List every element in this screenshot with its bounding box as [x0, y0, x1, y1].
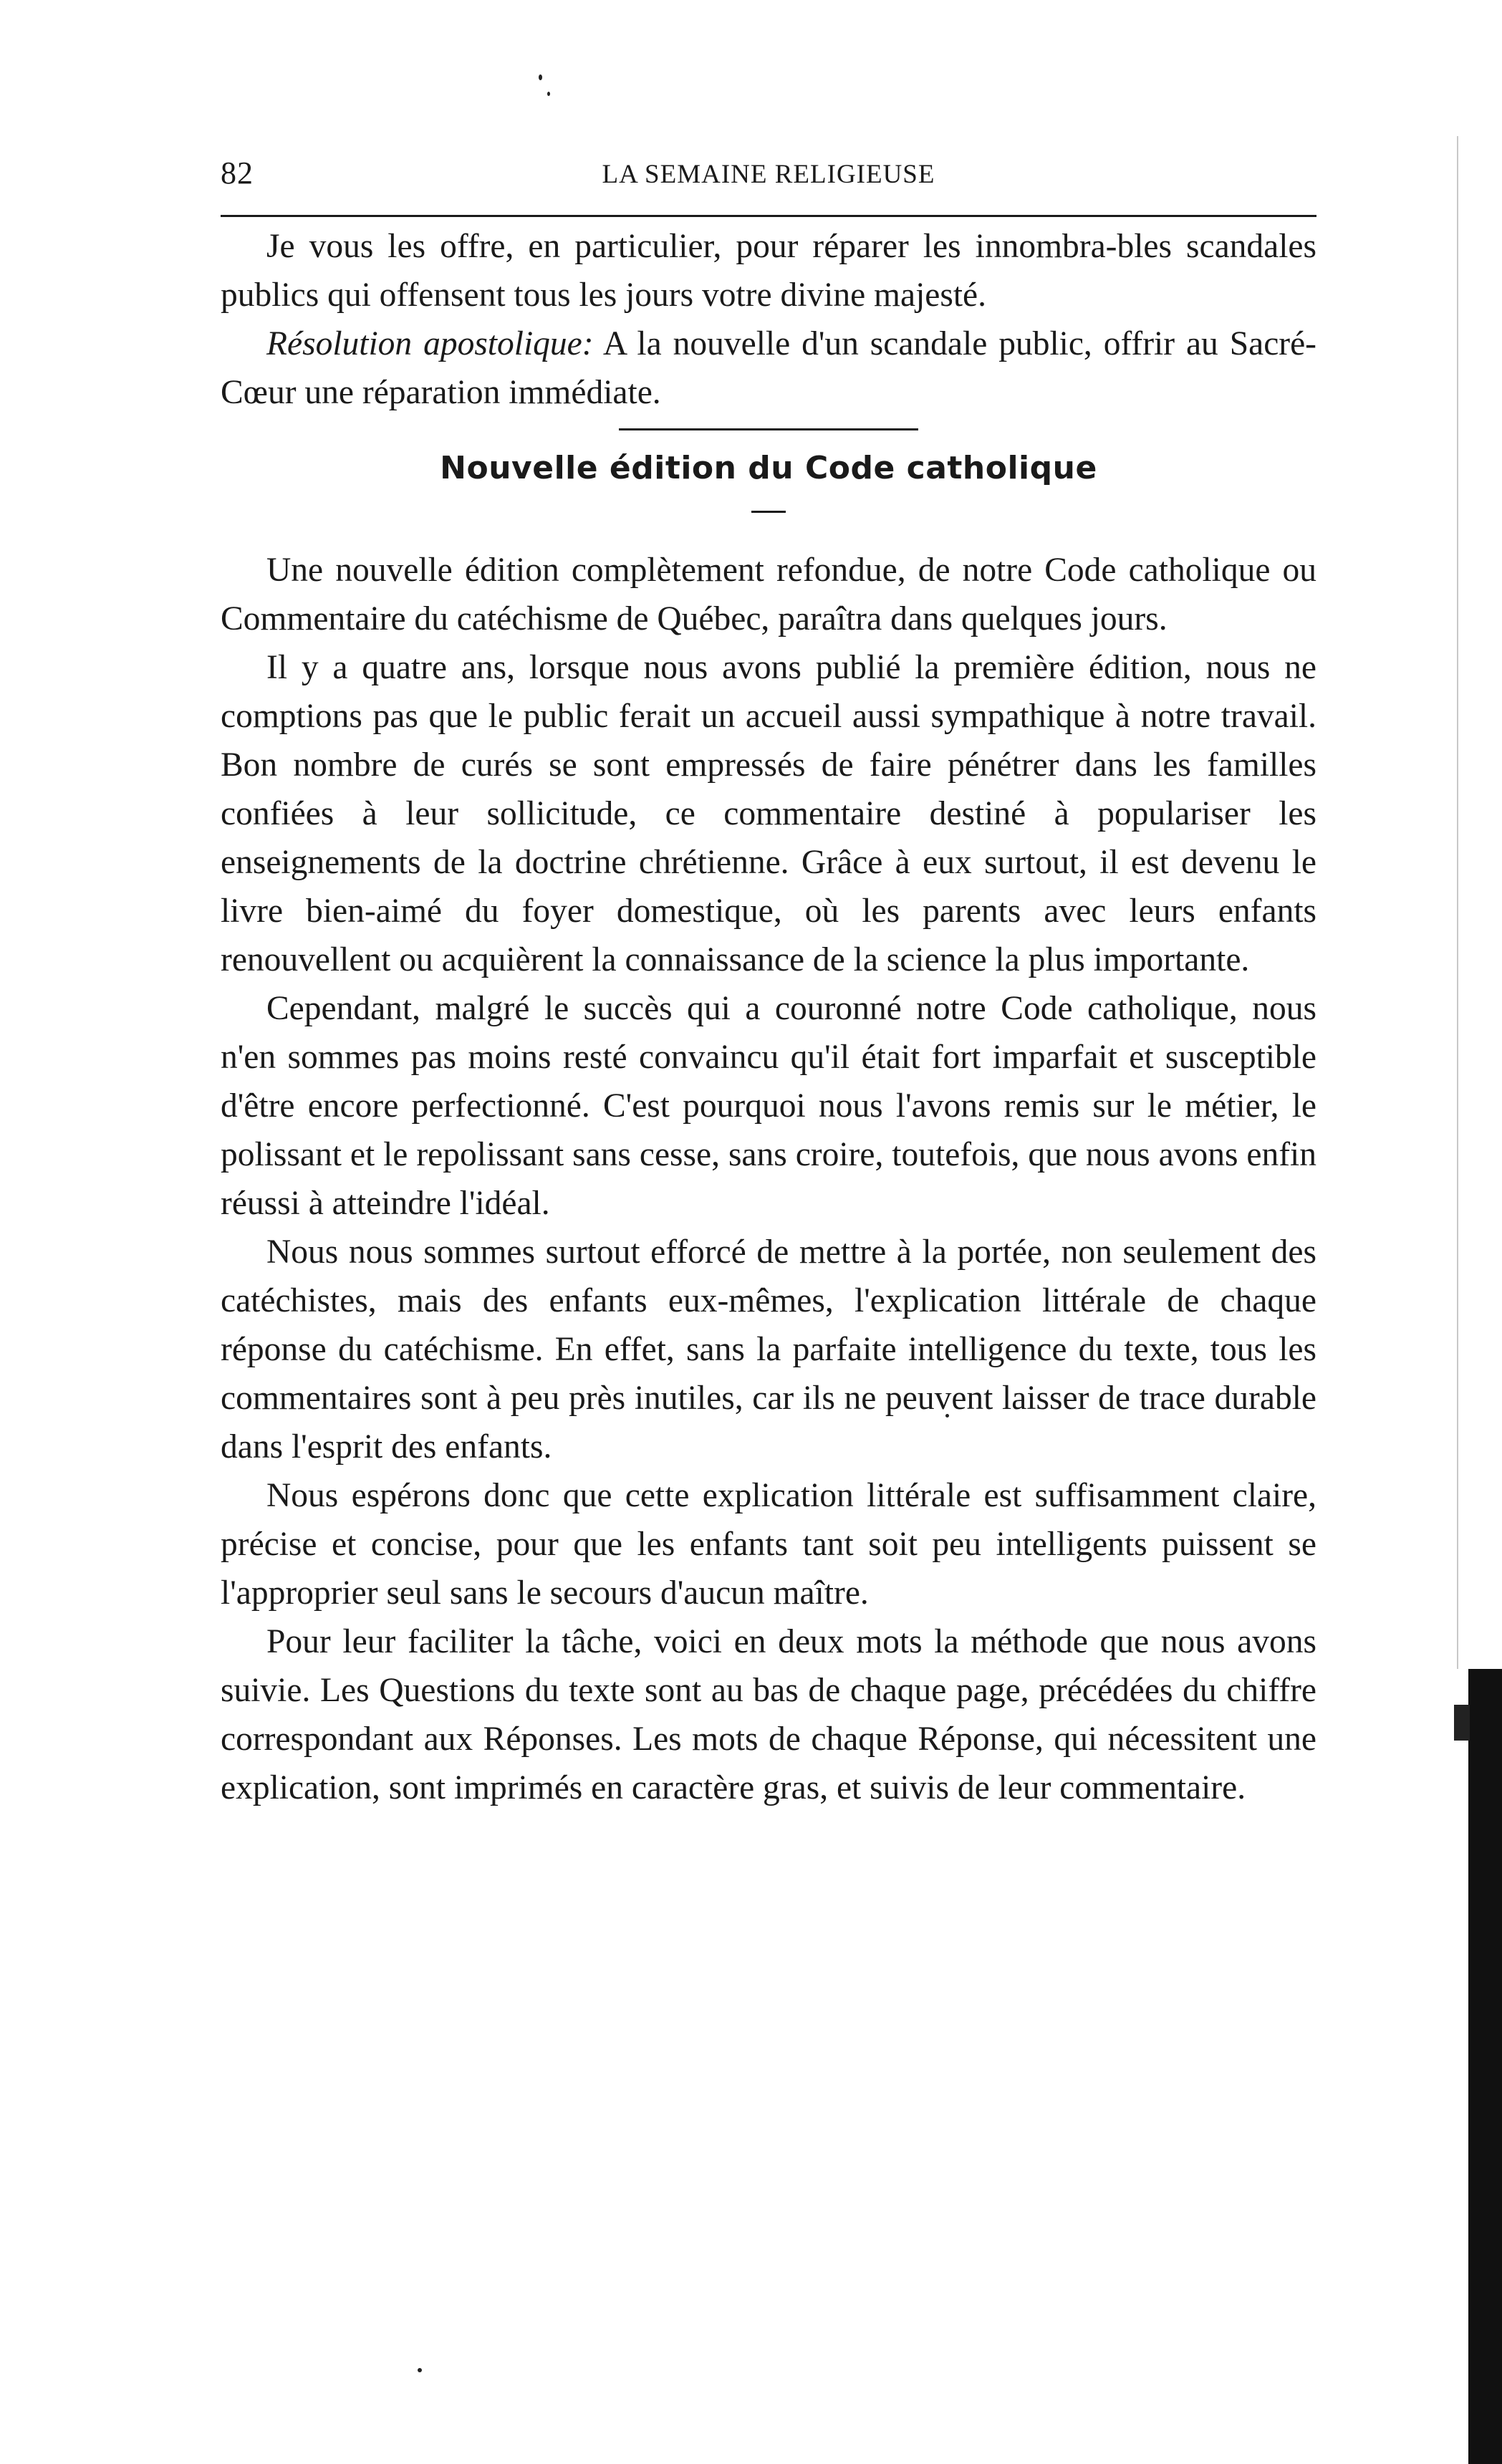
body-text: [221, 222, 1316, 1812]
resolution-paragraph: [221, 319, 1316, 417]
article-paragraph: Il y a quatre ans, lorsque nous avons publié la première édition, nous ne comptions pas que le public ferait un accueil aussi sympathique à notre travail. Bon nombre de curés se sont empressés de faire pénétrer dans les familles confiées à leur sollicitude, ce commentaire destiné à populariser les enseignements de la doctrine chrétienne. Grâce à eux surtout, il est devenu le livre bien-aimé du foyer domestique, où les parents avec leurs enfants renouvellent ou acquièrent la connaissance de la science la plus importante.: [221, 649, 1316, 978]
section-title: Nouvelle édition du Code catholique: [440, 450, 1097, 486]
article-paragraph: Pour leur faciliter la tâche, voici en deux mots la méthode que nous avons suivie. Les Questions du texte sont au bas de chaque page, précédées du chiffre correspondant aux Réponses. Les mots de chaque Réponse, qui nécessitent une explication, sont imprimés en caractère gras, et suivis de leur commentaire.: [221, 1623, 1316, 1806]
article-paragraph: Nous espérons donc que cette explication littérale est suffisamment claire, précise et concise, pour que les enfants tant soit peu intelligents puissent se l'approprier seul sans le secours d'aucun maître.: [221, 1477, 1316, 1612]
running-head: LA SEMAINE RELIGIEUSE: [602, 160, 935, 189]
scan-edge-line: [1457, 136, 1458, 1669]
article-paragraph: Une nouvelle édition complètement refondue, de notre Code catholique ou Commentaire du catéchisme de Québec, paraîtra dans quelques jours.: [221, 552, 1316, 637]
scan-edge-mark: [1454, 1705, 1470, 1741]
resolution-label: Résolution apostolique:: [266, 325, 594, 362]
intro-paragraph: Je vous les offre, en particulier, pour réparer les innombra-bles scandales publics qui offensent tous les jours votre divine majesté.: [221, 228, 1316, 314]
article-paragraph: Nous nous sommes surtout efforcé de mettre à la portée, non seulement des catéchistes, mais des enfants eux-mêmes, l'explication littérale de chaque réponse du catéchisme. En effet, sans la parfaite intelligence du texte, tous les commentaires sont à peu près inutiles, car ils ne peuvent laisser de trace durable dans l'esprit des enfants.: [221, 1233, 1316, 1466]
section-divider: [619, 428, 918, 430]
article-paragraph: Cependant, malgré le succès qui a couronné notre Code catholique, nous n'en sommes pas moins resté convaincu qu'il était fort imparfait et susceptible d'être encore perfectionné. C'est pourquoi nous l'avons remis sur le métier, le polissant et le repolissant sans cesse, sans croire, toutefois, que nous avons enfin réussi à atteindre l'idéal.: [221, 990, 1316, 1222]
header-rule: [221, 215, 1316, 217]
resolution-text: A la nouvelle d'un scandale public, offrir au Sacré-Cœur une réparation immédiate.: [221, 325, 1316, 411]
scan-edge-bar: [1468, 1669, 1502, 2464]
scan-speck: [539, 74, 542, 80]
scan-speck: [418, 2368, 422, 2372]
page-number: 82: [221, 155, 254, 191]
scan-speck: [547, 92, 550, 96]
page-header: [221, 152, 1316, 195]
title-rule: [751, 511, 786, 513]
